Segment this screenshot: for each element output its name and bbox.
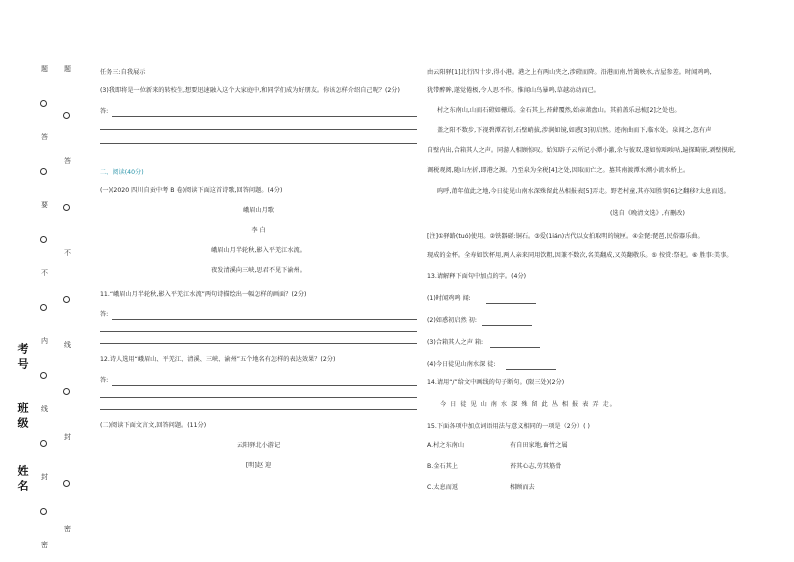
option-c-right: 相顾而去	[510, 484, 535, 491]
option-b-right: 苔其心志,劳其筋骨	[510, 463, 562, 470]
seal-line-char: 题	[41, 65, 48, 73]
binding-circle	[40, 100, 47, 107]
answer-blank[interactable]	[486, 303, 536, 304]
prose-paragraph: 盖之阳不数步,下视碧潭若衍,石壁峭拔,涉涧如镜,如惑[3]初启然。迹南曲而下,临水处。泉闻之,忽有声	[437, 127, 712, 134]
answer-line[interactable]	[100, 397, 417, 398]
question-3: (3)我即将是一位新来的转校生,想要迅速融入这个大家庭中,和同学们成为好朋友。你该怎样介绍自己呢？(2分)	[100, 87, 400, 94]
option-c-left[interactable]: C.太息而返	[427, 484, 459, 491]
question-15: 15.下面各项中加点词语用法与意义相同的一项是（2分）( )	[427, 423, 590, 430]
seal-line-char: 不	[64, 249, 71, 257]
prose-paragraph: 犹带醉眸,遂觉倦极,令人思不作。惟闻山鸟暴鸣,草越动动而已。	[427, 87, 600, 94]
binding-circle	[63, 204, 70, 211]
annotations: 现成的金杯。全寿如饮杯用,两人亲来同用饮粗,因兼不数次,名美翻成,又英翻敬乐。⑤ 按赏:祭祀。⑥ 胜事:美事。	[427, 252, 733, 259]
prose-title: 云阳驿北小游记	[236, 442, 281, 449]
answer-line[interactable]	[112, 385, 417, 386]
answer-line[interactable]	[100, 343, 417, 344]
question-13-item: (4)今日徒见山南水深 徒:	[427, 361, 496, 368]
seal-line-char: 题	[64, 65, 71, 73]
question-13-item: (1)时闻鸡鸣 闻:	[427, 295, 471, 302]
answer-line[interactable]	[112, 319, 417, 320]
seal-line-char: 封	[64, 433, 71, 441]
answer-line[interactable]	[100, 129, 417, 130]
answer-line[interactable]	[100, 409, 417, 410]
binding-circle	[40, 372, 47, 379]
seal-line-char: 要	[41, 201, 48, 209]
question-14: 14.请用“/”给文中画线的句子断句。(限三处)(2分)	[427, 379, 565, 386]
seal-line-char: 答	[41, 133, 48, 141]
prose-paragraph: 呜呼,莆年值此之地,今日徒见山南水深殊留此丛相报表[5]弄走。野老村童,其亦知胜事[6]之翻移?太息而返。	[437, 188, 730, 195]
answer-line[interactable]	[112, 116, 417, 117]
answer-label: 答:	[100, 108, 109, 115]
seal-line-char: 答	[64, 157, 71, 165]
seal-line-char: 线	[41, 405, 48, 413]
binding-circle	[40, 440, 47, 447]
poem-line: 峨眉山月半轮秋,影入平羌江水流。	[211, 247, 306, 254]
answer-blank[interactable]	[506, 369, 556, 370]
prose-paragraph: 村之东南山,山而石磴如栅焉。金石其上,苔藓覆然,始亲萧盘山。其前盖乐忌梳[2]之处也。	[437, 107, 681, 114]
seal-line-char: 内	[41, 337, 48, 345]
option-a-left[interactable]: A.村之东南山	[427, 442, 465, 449]
binding-circle	[40, 304, 47, 311]
poem-title: 峨眉山月歌	[243, 207, 274, 214]
seal-line-char: 密	[64, 525, 71, 533]
part-1-intro: (一)(2020 四川自贡中考 B 卷)阅读下面这首诗歌,回答问题。(4分)	[100, 187, 283, 194]
part-2-intro: (二)阅读下面文言文,回答问题。(11分)	[100, 422, 207, 429]
question-12: 12.诗人选用“峨眉山、平羌江、清溪、三峡、渝州”五个地名有怎样的表达效果？(2分)	[100, 356, 336, 363]
binding-circle	[63, 296, 70, 303]
question-13: 13.请解释下面句中加点的字。(4分)	[427, 273, 527, 280]
question-14-sentence: 今 日 徒 见 山 南 水 深 殊 留 此 丛 相 报 表 弄 走。	[440, 401, 617, 408]
prose-paragraph: 自壁内出,合箱其人之声。同游人相顾惊叹。始知辟子云所记小潭小激,余与彼双,遂如惊咄唉咕,遍探畸嵌,剥壁摸珉,	[427, 147, 736, 154]
question-13-item: (3)合箱其人之声 箱:	[427, 339, 484, 346]
question-13-item: (2)如惑初启然 初:	[427, 317, 477, 324]
option-a-right: 有自田家地,畜竹之属	[510, 442, 568, 449]
task-heading: 任务三:自我展示	[100, 69, 146, 76]
binding-circle	[63, 112, 70, 119]
binding-circle	[63, 480, 70, 487]
seal-line-char: 不	[41, 269, 48, 277]
answer-line[interactable]	[100, 331, 417, 332]
binding-circle	[63, 388, 70, 395]
binding-gutter	[0, 0, 90, 562]
prose-paragraph: 由云阳驿[1]北行四十步,得小港。港之上有两山夹之,涉磴而降。沿港而南,竹篱映水,古屋参差。时闻鸡鸣,	[427, 69, 712, 76]
seal-line-char: 密	[41, 541, 48, 549]
seal-line-char: 线	[64, 341, 71, 349]
answer-label: 答:	[100, 377, 109, 384]
option-b-left[interactable]: B.金石其上	[427, 463, 458, 470]
answer-label: 答:	[100, 311, 109, 318]
annotations: [注]①驿路(tuó)使用。②铁器磋:铜石。③爱(1ián)古代以女拍取明的镜匣。④金琵:琵琶,民俗器乐曲。	[427, 233, 704, 240]
exam-number-label: 考号	[16, 343, 29, 373]
binding-circle	[40, 168, 47, 175]
prose-paragraph: 调税观阅,随山左折,即港之源。乃至泉为全税[4]之处,因取而亡之。墓其南渡潭水溯小流水桥上。	[427, 167, 690, 174]
binding-circle	[40, 236, 47, 243]
answer-blank[interactable]	[482, 325, 532, 326]
name-label: 姓名	[16, 465, 29, 495]
binding-circle	[40, 508, 47, 515]
section-2-heading: 二、阅读(40分)	[100, 169, 144, 176]
seal-line-char: 封	[41, 473, 48, 481]
source-citation: (选自《晚清文选》,有删改)	[610, 210, 685, 217]
poem-line: 夜发清溪向三峡,思君不见下渝州。	[211, 267, 306, 274]
question-11: 11.“峨眉山月半轮秋,影入平羌江水流”两句诗描绘出一幅怎样的画面？(2分)	[100, 291, 307, 298]
answer-line[interactable]	[100, 143, 417, 144]
answer-blank[interactable]	[490, 347, 540, 348]
prose-author: [明]赵 迎	[245, 462, 272, 469]
class-label: 班级	[16, 402, 29, 432]
poem-author: 李 白	[251, 227, 266, 234]
